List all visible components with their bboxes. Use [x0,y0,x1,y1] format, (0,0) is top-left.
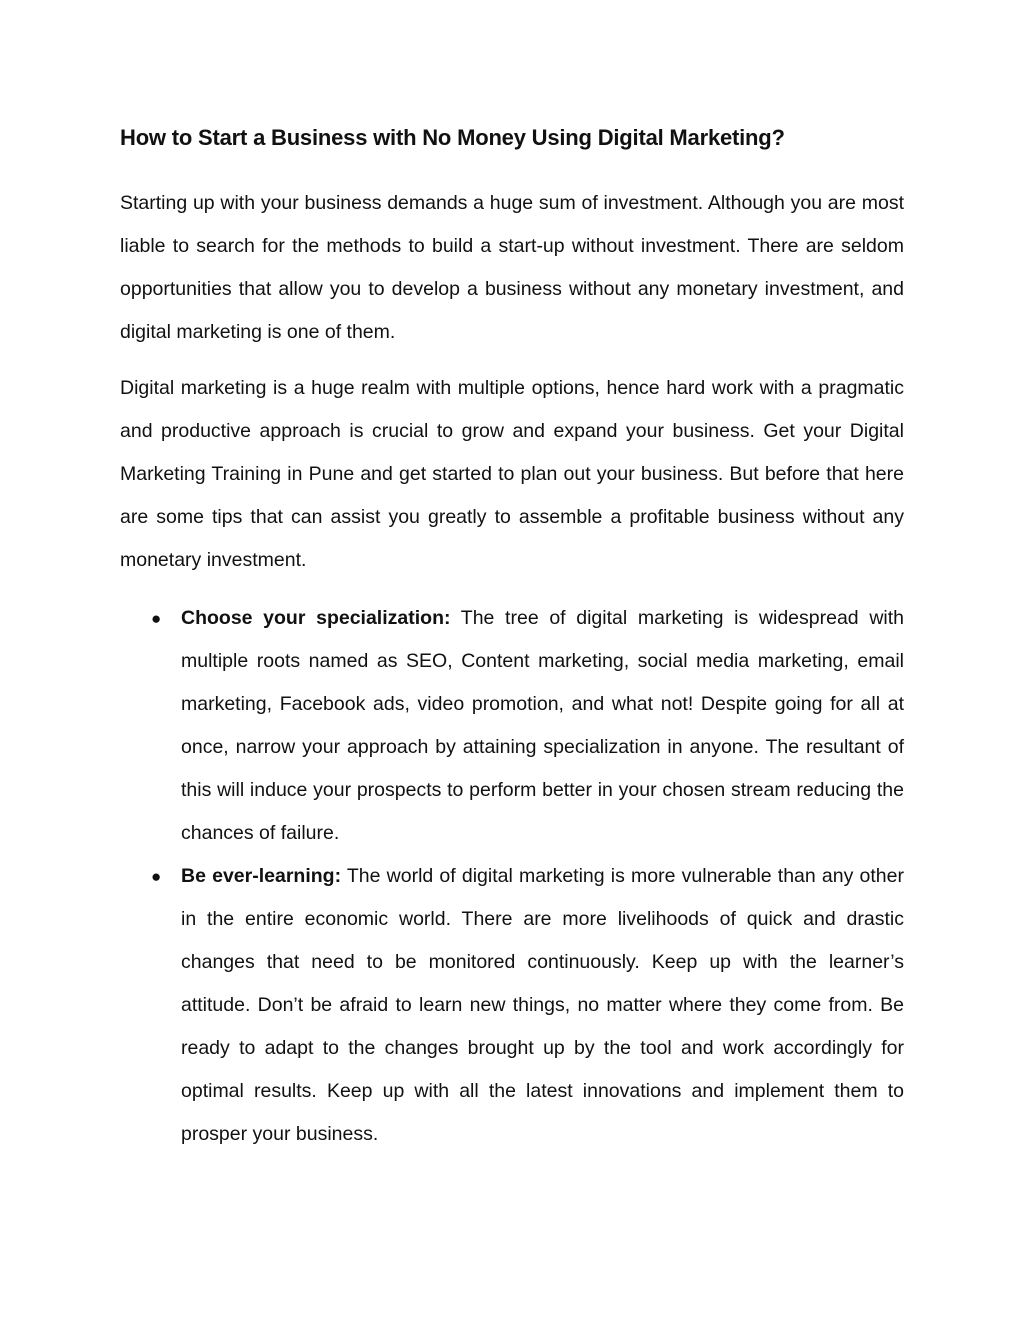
bullet-icon: ● [151,867,162,886]
bullet-text: The world of digital marketing is more vulnerable than any other in the entire economic world. There are more livelihoods of quick and drastic changes that need to be monitored continuously. Keep up with the learner’s attitude. Don’t be afraid to learn new things, no matter where they come from. Be ready to adapt to the changes brought up by the tool and work accordingly for optimal results. Keep up with all the latest innovations and implement them to prosper your business. [181,865,904,1145]
bullet-text: The tree of digital marketing is widespread with multiple roots named as SEO, Content marketing, social media marketing, email marketing, Facebook ads, video promotion, and what not! Despite going for all at once, narrow your approach by attaining specialization in anyone. The resultant of this will induce your prospects to perform better in your chosen stream reducing the chances of failure. [181,607,904,844]
bullet-heading: Be ever-learning: [181,865,342,887]
document-title: How to Start a Business with No Money Using Digital Marketing? [120,125,785,150]
list-item [120,597,904,855]
bullet-icon: ● [151,609,162,628]
list-item [120,855,904,1156]
paragraph-intro: Starting up with your business demands a huge sum of investment. Although you are most liable to search for the methods to build a start-up without investment. There are seldom opportunities that allow you to develop a business without any monetary investment, and digital marketing is one of them. [120,192,904,343]
paragraph-overview: Digital marketing is a huge realm with multiple options, hence hard work with a pragmatic and productive approach is crucial to grow and expand your business. Get your Digital Marketing Training in Pune and get started to plan out your business. But before that here are some tips that can assist you greatly to assemble a profitable business without any monetary investment. [120,377,904,571]
bullet-heading: Choose your specialization: [181,607,451,629]
tips-list [120,597,904,1156]
document-page [120,112,904,1156]
